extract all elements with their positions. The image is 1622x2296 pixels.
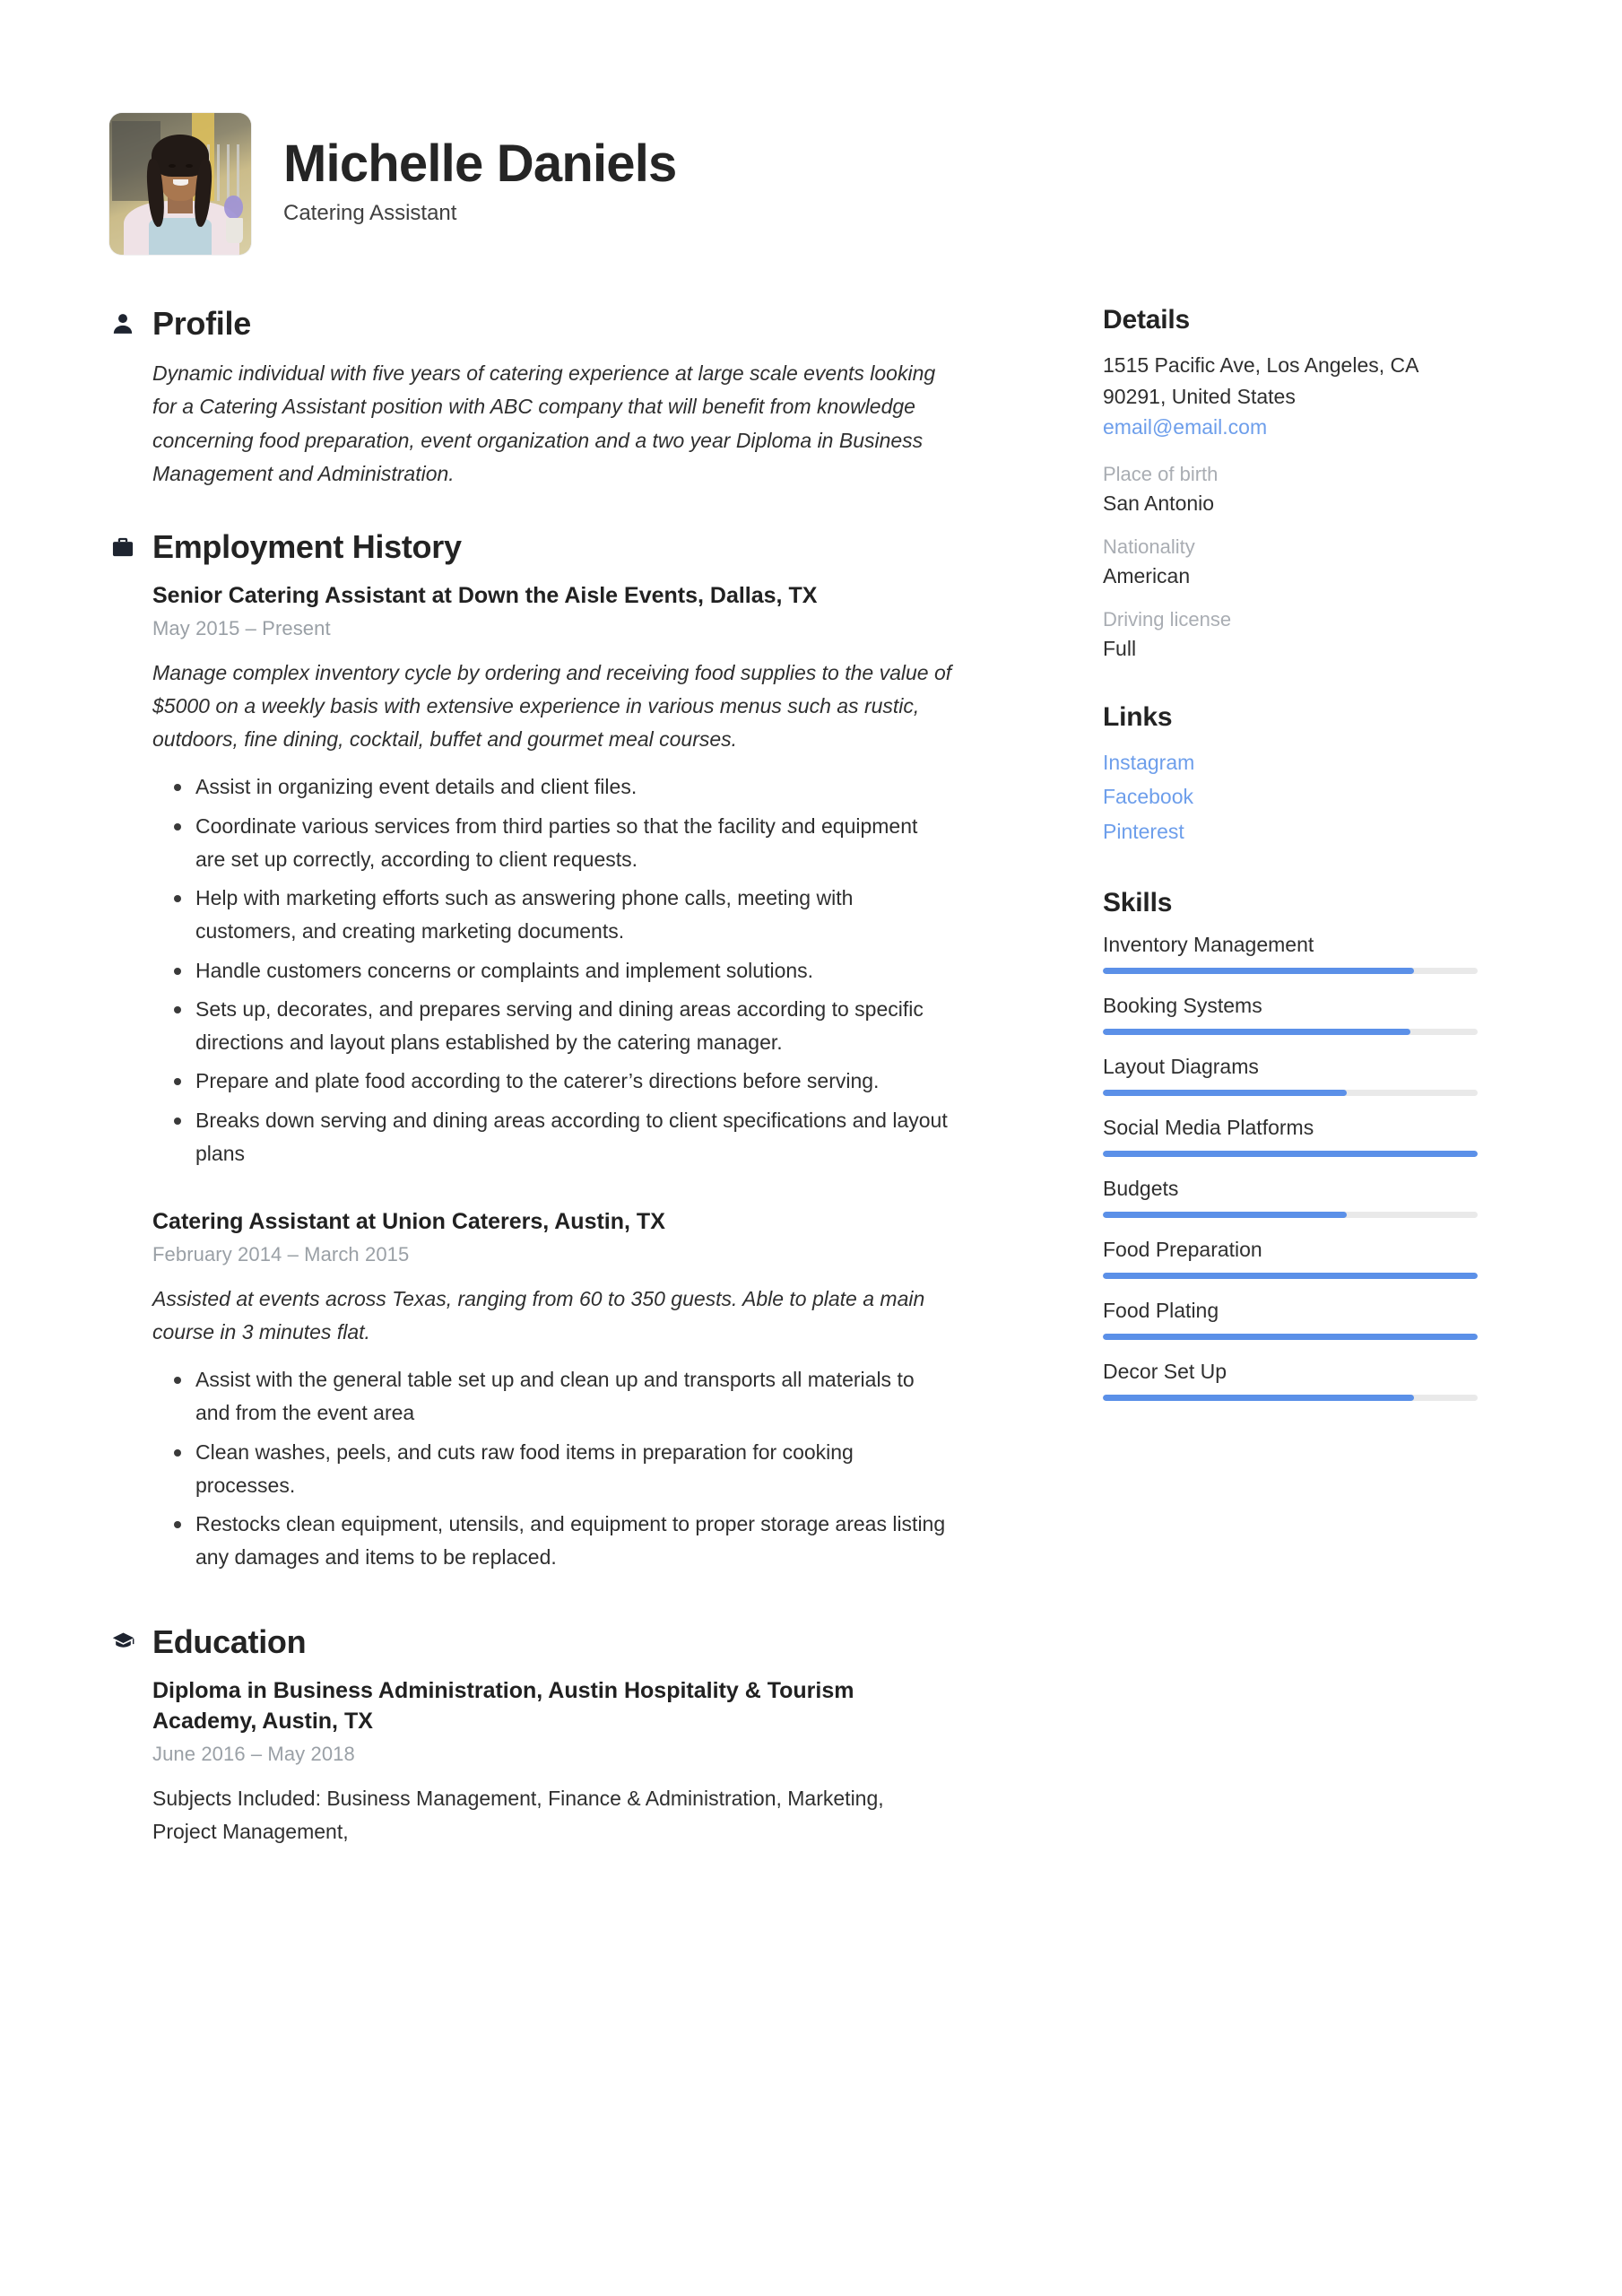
sidebar-links: [1103, 702, 1479, 848]
list-item: Restocks clean equipment, utensils, and equipment to proper storage areas listing any damages and items to be replaced.: [160, 1508, 952, 1575]
skill-track: [1103, 1395, 1478, 1401]
skill-item: [1103, 1177, 1479, 1218]
skill-fill: [1103, 1029, 1410, 1035]
skill-track: [1103, 1212, 1478, 1218]
section-profile-header: [109, 305, 952, 343]
list-item: Coordinate various services from third parties so that the facility and equipment are set up correctly, according to client requests.: [160, 810, 952, 877]
skill-fill: [1103, 1090, 1347, 1096]
skill-item: [1103, 1360, 1479, 1401]
user-icon: [109, 310, 136, 337]
skill-fill: [1103, 1212, 1347, 1218]
education-entry-title: Diploma in Business Administration, Austin Hospitality & Tourism Academy, Austin, TX: [152, 1677, 854, 1734]
skill-item: [1103, 1055, 1479, 1096]
skill-track: [1103, 1334, 1478, 1340]
skill-label: Food Plating: [1103, 1299, 1219, 1322]
section-education-header: [109, 1623, 952, 1661]
link-pinterest[interactable]: Pinterest: [1103, 819, 1184, 843]
skill-label: Layout Diagrams: [1103, 1055, 1259, 1078]
skill-fill: [1103, 1273, 1478, 1279]
skill-label: Booking Systems: [1103, 994, 1262, 1017]
sidebar-details: [1103, 305, 1479, 661]
skill-fill: [1103, 1334, 1478, 1340]
section-education-body: [109, 1675, 952, 1849]
employment-entry-description: Manage complex inventory cycle by ordering and receiving food supplies to the value of $5000 on a weekly basis with extensive experience in various menus such as rustic, outdoors, fine dining, cocktail, buffet and gourmet meal courses.: [152, 660, 952, 751]
list-item: Handle customers concerns or complaints and implement solutions.: [160, 954, 952, 987]
address-line-2: 90291, United States: [1103, 384, 1296, 408]
page-title: Michelle Daniels: [283, 134, 677, 193]
education-entry: [152, 1675, 952, 1849]
list-item: Sets up, decorates, and prepares serving and dining areas according to specific directions and layout plans established by the catering manager.: [160, 993, 952, 1060]
section-employment-header: [109, 528, 952, 566]
employment-entry: [152, 580, 952, 1170]
skill-track: [1103, 1151, 1478, 1157]
address-line-1: 1515 Pacific Ave, Los Angeles, CA: [1103, 353, 1419, 377]
skill-item: [1103, 933, 1479, 974]
detail-label-place-of-birth: Place of birth: [1103, 462, 1219, 485]
profile-text: Dynamic individual with five years of catering experience at large scale events looking for a Catering Assistant position with ABC company that will benefit from knowledge concerning food preparation, event organization and a two year Diploma in Business Management and Administration.: [152, 361, 936, 485]
job-title: Catering Assistant: [283, 201, 457, 226]
employment-entry-title: Catering Assistant at Union Caterers, Austin, TX: [152, 1209, 665, 1234]
list-item: Help with marketing efforts such as answering phone calls, meeting with customers, and creating marketing documents.: [160, 882, 952, 949]
employment-entry-bullets: [152, 770, 952, 1170]
skill-label: Social Media Platforms: [1103, 1116, 1314, 1139]
employment-entry-description: Assisted at events across Texas, ranging from 60 to 350 guests. Able to plate a main course in 3 minutes flat.: [152, 1286, 925, 1344]
skill-fill: [1103, 1395, 1414, 1401]
skill-track: [1103, 1029, 1478, 1035]
profile-photo-image: [109, 113, 251, 255]
list-item: Assist in organizing event details and client files.: [160, 770, 952, 804]
employment-entry-date: February 2014 – March 2015: [152, 1242, 410, 1265]
list-item: Clean washes, peels, and cuts raw food items in preparation for cooking processes.: [160, 1436, 952, 1503]
skill-track: [1103, 1273, 1478, 1279]
skill-item: [1103, 994, 1479, 1035]
section-education-title: Education: [152, 1622, 307, 1660]
section-employment: [109, 528, 952, 1575]
sidebar-skills: [1103, 888, 1479, 1401]
link-instagram[interactable]: Instagram: [1103, 750, 1195, 774]
main-column: [0, 305, 977, 1886]
skill-fill: [1103, 968, 1414, 974]
employment-entry-date: May 2015 – Present: [152, 616, 331, 639]
skill-label: Inventory Management: [1103, 933, 1314, 956]
list-item: Prepare and plate food according to the caterer’s directions before serving.: [160, 1065, 952, 1098]
link-facebook[interactable]: Facebook: [1103, 785, 1194, 808]
sidebar-links-title: Links: [1103, 701, 1173, 732]
detail-label-driving-license: Driving license: [1103, 607, 1232, 631]
graduation-cap-icon: [109, 1629, 136, 1656]
briefcase-icon: [109, 534, 136, 561]
skill-label: Food Preparation: [1103, 1238, 1262, 1261]
section-profile-body: [109, 357, 952, 491]
skill-track: [1103, 1090, 1478, 1096]
employment-entry-title: Senior Catering Assistant at Down the Aisle Events, Dallas, TX: [152, 583, 818, 608]
skill-label: Decor Set Up: [1103, 1360, 1227, 1383]
sidebar-details-title: Details: [1103, 305, 1190, 335]
skill-item: [1103, 1238, 1479, 1279]
skill-item: [1103, 1116, 1479, 1157]
content-columns: [0, 255, 1622, 1886]
profile-photo: [109, 113, 251, 255]
skill-item: [1103, 1299, 1479, 1340]
employment-entry: [152, 1206, 952, 1575]
sidebar-skills-title: Skills: [1103, 888, 1173, 918]
section-education: [109, 1623, 952, 1849]
email-link[interactable]: email@email.com: [1103, 415, 1268, 439]
sidebar-column: [977, 305, 1479, 1435]
name-block: [283, 136, 676, 232]
list-item: Assist with the general table set up and clean up and transports all materials to and from the event area: [160, 1363, 952, 1431]
list-item: Breaks down serving and dining areas according to client specifications and layout plans: [160, 1104, 952, 1171]
section-employment-body: [109, 580, 952, 1575]
skill-track: [1103, 968, 1478, 974]
skill-label: Budgets: [1103, 1177, 1179, 1200]
employment-entry-bullets: [152, 1363, 952, 1575]
section-profile: [109, 305, 952, 491]
detail-value-driving-license: Full: [1103, 636, 1137, 660]
detail-value-place-of-birth: San Antonio: [1103, 491, 1215, 515]
detail-value-nationality: American: [1103, 563, 1191, 587]
resume-header: [0, 0, 1622, 255]
detail-label-nationality: Nationality: [1103, 535, 1195, 558]
skill-fill: [1103, 1151, 1478, 1157]
section-employment-title: Employment History: [152, 528, 462, 565]
education-entry-description: Subjects Included: Business Management, Finance & Administration, Marketing, Project Management,: [152, 1786, 884, 1843]
section-profile-title: Profile: [152, 305, 251, 342]
education-entry-date: June 2016 – May 2018: [152, 1742, 355, 1765]
